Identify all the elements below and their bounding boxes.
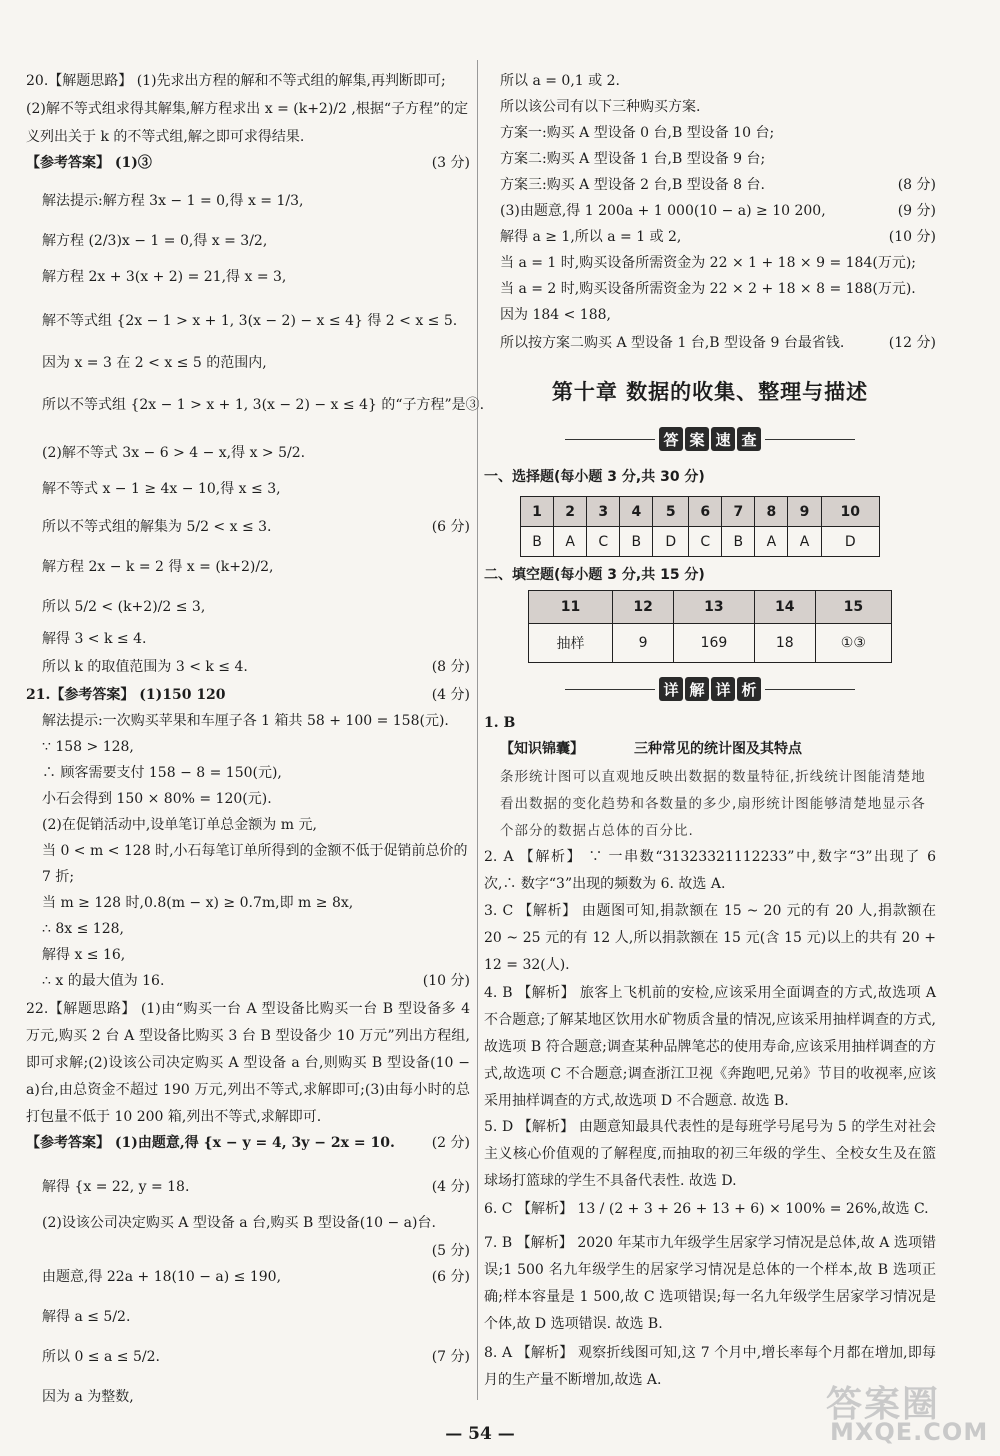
knowledge-header: 【知识锦囊】 三种常见的统计图及其特点 (500, 741, 802, 757)
table-cell: 10 (821, 497, 879, 527)
banner-char: 案 (685, 427, 709, 451)
q21-step: 当 m ≥ 128 时,0.8(m − x) ≥ 0.7m,即 m ≥ 8x, (42, 895, 354, 911)
table-cell: B (620, 527, 653, 557)
table-cell: 15 (815, 591, 891, 624)
detail-q2: 2. A 【解析】 ∵ 一串数“31323321112233”中,数字“3”出现了 6 次,∴ 数字“3”出现的频数为 6. 故选 A. (484, 849, 936, 892)
q22-answer: 【参考答案】 (1)由题意,得 {x − y = 4, 3y − 2x = 10. (2 分) (26, 1135, 470, 1151)
table-cell: C (689, 527, 722, 557)
table-cell: 2 (554, 497, 587, 527)
q20-step: 解方程 (2/3)x − 1 = 0,得 x = 3/2, (42, 233, 268, 249)
q21-step: 解法提示:一次购买苹果和车厘子各 1 箱共 58 + 100 = 158(元). (42, 713, 449, 729)
q22-cont: (3)由题意,得 1 200a + 1 000(10 − a) ≥ 10 200, (9 分) (500, 203, 936, 219)
table-cell: 169 (674, 624, 755, 663)
table-cell: D (821, 527, 879, 557)
table-cell: 6 (689, 497, 722, 527)
q22-step: 解得 {x = 22, y = 18. (4 分) (42, 1179, 470, 1195)
q22-cont: 解得 a ≥ 1,所以 a = 1 或 2, (10 分) (500, 229, 936, 245)
detail-banner (484, 676, 936, 702)
q20-step: 所以 5/2 < (k+2)/2 ≤ 3, (42, 599, 206, 615)
table-cell: 1 (521, 497, 554, 527)
q22-cont: 方案一:购买 A 型设备 0 台,B 型设备 10 台; (500, 125, 775, 141)
q20-answer: 【参考答案】 (1)③ (3 分) (26, 155, 470, 171)
q22-step: 因为 a 为整数, (42, 1389, 134, 1405)
table-cell: D (653, 527, 689, 557)
choice-answer-table (520, 496, 880, 557)
q21-step: ∴ x 的最大值为 16. (10 分) (42, 973, 470, 989)
table-cell: 9 (613, 624, 674, 663)
table-cell: B (722, 527, 755, 557)
table-cell: 7 (722, 497, 755, 527)
q22-cont: 方案三:购买 A 型设备 2 台,B 型设备 8 台. (8 分) (500, 177, 936, 193)
section-fill: 二、填空题(每小题 3 分,共 15 分) (484, 567, 705, 583)
q22-cont: 所以该公司有以下三种购买方案. (500, 99, 701, 115)
page-number: — 54 — (445, 1424, 515, 1444)
q20-step: 因为 x = 3 在 2 < x ≤ 5 的范围内, (42, 355, 267, 371)
q21-step: 7 折; (42, 869, 75, 885)
q22-cont: 所以按方案二购买 A 型设备 1 台,B 型设备 9 台最省钱. (12 分) (500, 335, 936, 351)
q21-step: 当 0 < m < 128 时,小石每笔订单所得到的金额不低于促销前总价的 (42, 843, 468, 859)
watermark-url: MXQE.COM (830, 1418, 989, 1446)
q20-step: 解法提示:解方程 3x − 1 = 0,得 x = 1/3, (42, 193, 304, 209)
q20-step: (2)解不等式 3x − 6 > 4 − x,得 x > 5/2. (42, 445, 306, 461)
knowledge-text: 条形统计图可以直观地反映出数据的数量特征,折线统计图能清楚地看出数据的变化趋势和各数量的多少,扇形统计图能够清楚地显示各个部分的数据占总体的百分比. (500, 769, 926, 839)
q21-step: ∴ 8x ≤ 128, (42, 921, 124, 937)
table-cell: 12 (613, 591, 674, 624)
q22-cont: 所以 a = 0,1 或 2. (500, 73, 620, 89)
q21-step: ∵ 158 > 128, (42, 739, 134, 755)
q20-step: 解方程 2x − k = 2 得 x = (k+2)/2, (42, 559, 274, 575)
table-cell: A (554, 527, 587, 557)
column-divider (477, 60, 478, 1400)
banner-char: 详 (711, 677, 735, 701)
table-cell: 4 (620, 497, 653, 527)
detail-q3: 3. C 【解析】 由题图可知,捐款额在 15 ~ 20 元的有 20 人,捐款额在 20 ~ 25 元的有 12 人,所以捐款额在 15 元(含 15 元)以上的共有 20 + 12 = 32(人). (484, 903, 936, 973)
q22-cont: 当 a = 2 时,购买设备所需资金为 22 × 2 + 18 × 8 = 188(万元). (500, 281, 916, 297)
watermark-logo: 答案圈 (826, 1384, 941, 1425)
q20-step: 所以 k 的取值范围为 3 < k ≤ 4. (8 分) (42, 659, 470, 675)
q20-step: 所以不等式组 {2x − 1 > x + 1, 3(x − 2) − x ≤ 4} 的“子方程”是③. (42, 397, 485, 413)
table-cell: 5 (653, 497, 689, 527)
banner-char: 答 (659, 427, 683, 451)
detail-q4: 4. B 【解析】 旅客上飞机前的安检,应该采用全面调查的方式,故选项 A 不合题意;了解某地区饮用水矿物质含量的情况,应该采用抽样调查的方式,故选项 B 符合题意;调查某种品牌笔芯的使用寿命,应该采用抽样调查的方式,故选项 C 不合题意;调查浙江卫视《奔跑吧,兄弟》节目的收视率,应该采用抽样调查的方式,故选项 D 不合题意. 故选 B. (484, 985, 936, 1109)
detail-q8: 8. A 【解析】 观察折线图可知,这 7 个月中,增长率每个月都在增加,即每月的生产量不断增加,故选 A. (484, 1345, 936, 1388)
q22-step: (2)设该公司决定购买 A 型设备 a 台,购买 B 型设备(10 − a)台. (42, 1215, 436, 1231)
q20-line: (2)解不等式组求得其解集,解方程求出 x = (k+2)/2 ,根据“子方程”的定 (26, 101, 469, 117)
table-cell: B (521, 527, 554, 557)
table-cell: 11 (529, 591, 613, 624)
q22-step: 所以 0 ≤ a ≤ 5/2. (7 分) (42, 1349, 470, 1365)
detail-q1: 1. B (484, 715, 516, 731)
table-cell: A (788, 527, 821, 557)
table-cell: 9 (788, 497, 821, 527)
table-cell: 18 (754, 624, 815, 663)
q21-step: (2)在促销活动中,设单笔订单总金额为 m 元, (42, 817, 317, 833)
q22-cont: 因为 184 < 188, (500, 307, 611, 323)
table-cell: 14 (754, 591, 815, 624)
fill-answer-table (528, 590, 892, 663)
table-cell: ①③ (815, 624, 891, 663)
q22-step: 由题意,得 22a + 18(10 − a) ≤ 190, (6 分) (42, 1269, 470, 1285)
detail-q6: 6. C 【解析】 13 / (2 + 3 + 26 + 13 + 6) × 100% = 26%,故选 C. (484, 1201, 929, 1217)
banner-char: 速 (711, 427, 735, 451)
q22-cont: 方案二:购买 A 型设备 1 台,B 型设备 9 台; (500, 151, 766, 167)
table-cell: 3 (587, 497, 620, 527)
q20-header: 20.【解题思路】 (1)先求出方程的解和不等式组的解集,再判断即可; (26, 73, 446, 89)
table-cell: 抽样 (529, 624, 613, 663)
q22-score: (5 分) (431, 1243, 470, 1259)
q20-step: 所以不等式组的解集为 5/2 < x ≤ 3. (6 分) (42, 519, 470, 535)
detail-q7: 7. B 【解析】 2020 年某市九年级学生居家学习情况是总体,故 A 选项错误;1 500 名九年级学生的居家学习情况是总体的一个样本,故 B 选项正确;样本容量是 1 500,故 C 选项错误;每一名九年级学生居家学习情况是个体,故 D 选项错误. 故选 B. (484, 1235, 936, 1332)
banner-char: 析 (737, 677, 761, 701)
q20-line: 义列出关于 k 的不等式组,解之即可求得结果. (26, 129, 305, 145)
q21-step: 解得 x ≤ 16, (42, 947, 126, 963)
table-cell: 13 (674, 591, 755, 624)
table-cell: C (587, 527, 620, 557)
q21-step: 小石会得到 150 × 80% = 120(元). (42, 791, 272, 807)
section-choice: 一、选择题(每小题 3 分,共 30 分) (484, 469, 705, 485)
banner-char: 详 (659, 677, 683, 701)
q22-cont: 当 a = 1 时,购买设备所需资金为 22 × 1 + 18 × 9 = 184(万元); (500, 255, 917, 271)
chapter-title: 第十章 数据的收集、整理与描述 (551, 380, 869, 404)
q21-answer: 21.【参考答案】 (1)150 120 (4 分) (26, 687, 470, 703)
detail-q5: 5. D 【解析】 由题意知最具代表性的是每班学号尾号为 5 的学生对社会主义核心价值观的了解程度,而抽取的初三年级的学生、全校女生及在篮球场打篮球的学生不具备代表性. 故选 D. (484, 1119, 936, 1189)
banner-char: 解 (685, 677, 709, 701)
banner-char: 查 (737, 427, 761, 451)
table-cell: A (755, 527, 788, 557)
table-cell: 8 (755, 497, 788, 527)
q22-step: 解得 a ≤ 5/2. (42, 1309, 131, 1325)
q20-step: 解方程 2x + 3(x + 2) = 21,得 x = 3, (42, 269, 287, 285)
q20-step: 解不等式组 {2x − 1 > x + 1, 3(x − 2) − x ≤ 4} 得 2 < x ≤ 5. (42, 313, 458, 329)
q20-step: 解得 3 < k ≤ 4. (42, 631, 147, 647)
q20-step: 解不等式 x − 1 ≥ 4x − 10,得 x ≤ 3, (42, 481, 281, 497)
q22-thinking: 22.【解题思路】 (1)由“购买一台 A 型设备比购买一台 B 型设备多 4 万元,购买 2 台 A 型设备比购买 3 台 B 型设备少 10 万元”列出方程组,即可求解;(2)设该公司决定购买 A 型设备 a 台,则购买 B 型设备(10 − a)台,由总资金不超过 190 万元,列出不等式,求解即可;(3)由每小时的总打包量不低于 10 200 箱,列出不等式,求解即可. (26, 1001, 470, 1125)
answer-quick-banner (484, 426, 936, 452)
q21-step: ∴ 顾客需要支付 158 − 8 = 150(元), (42, 765, 282, 781)
